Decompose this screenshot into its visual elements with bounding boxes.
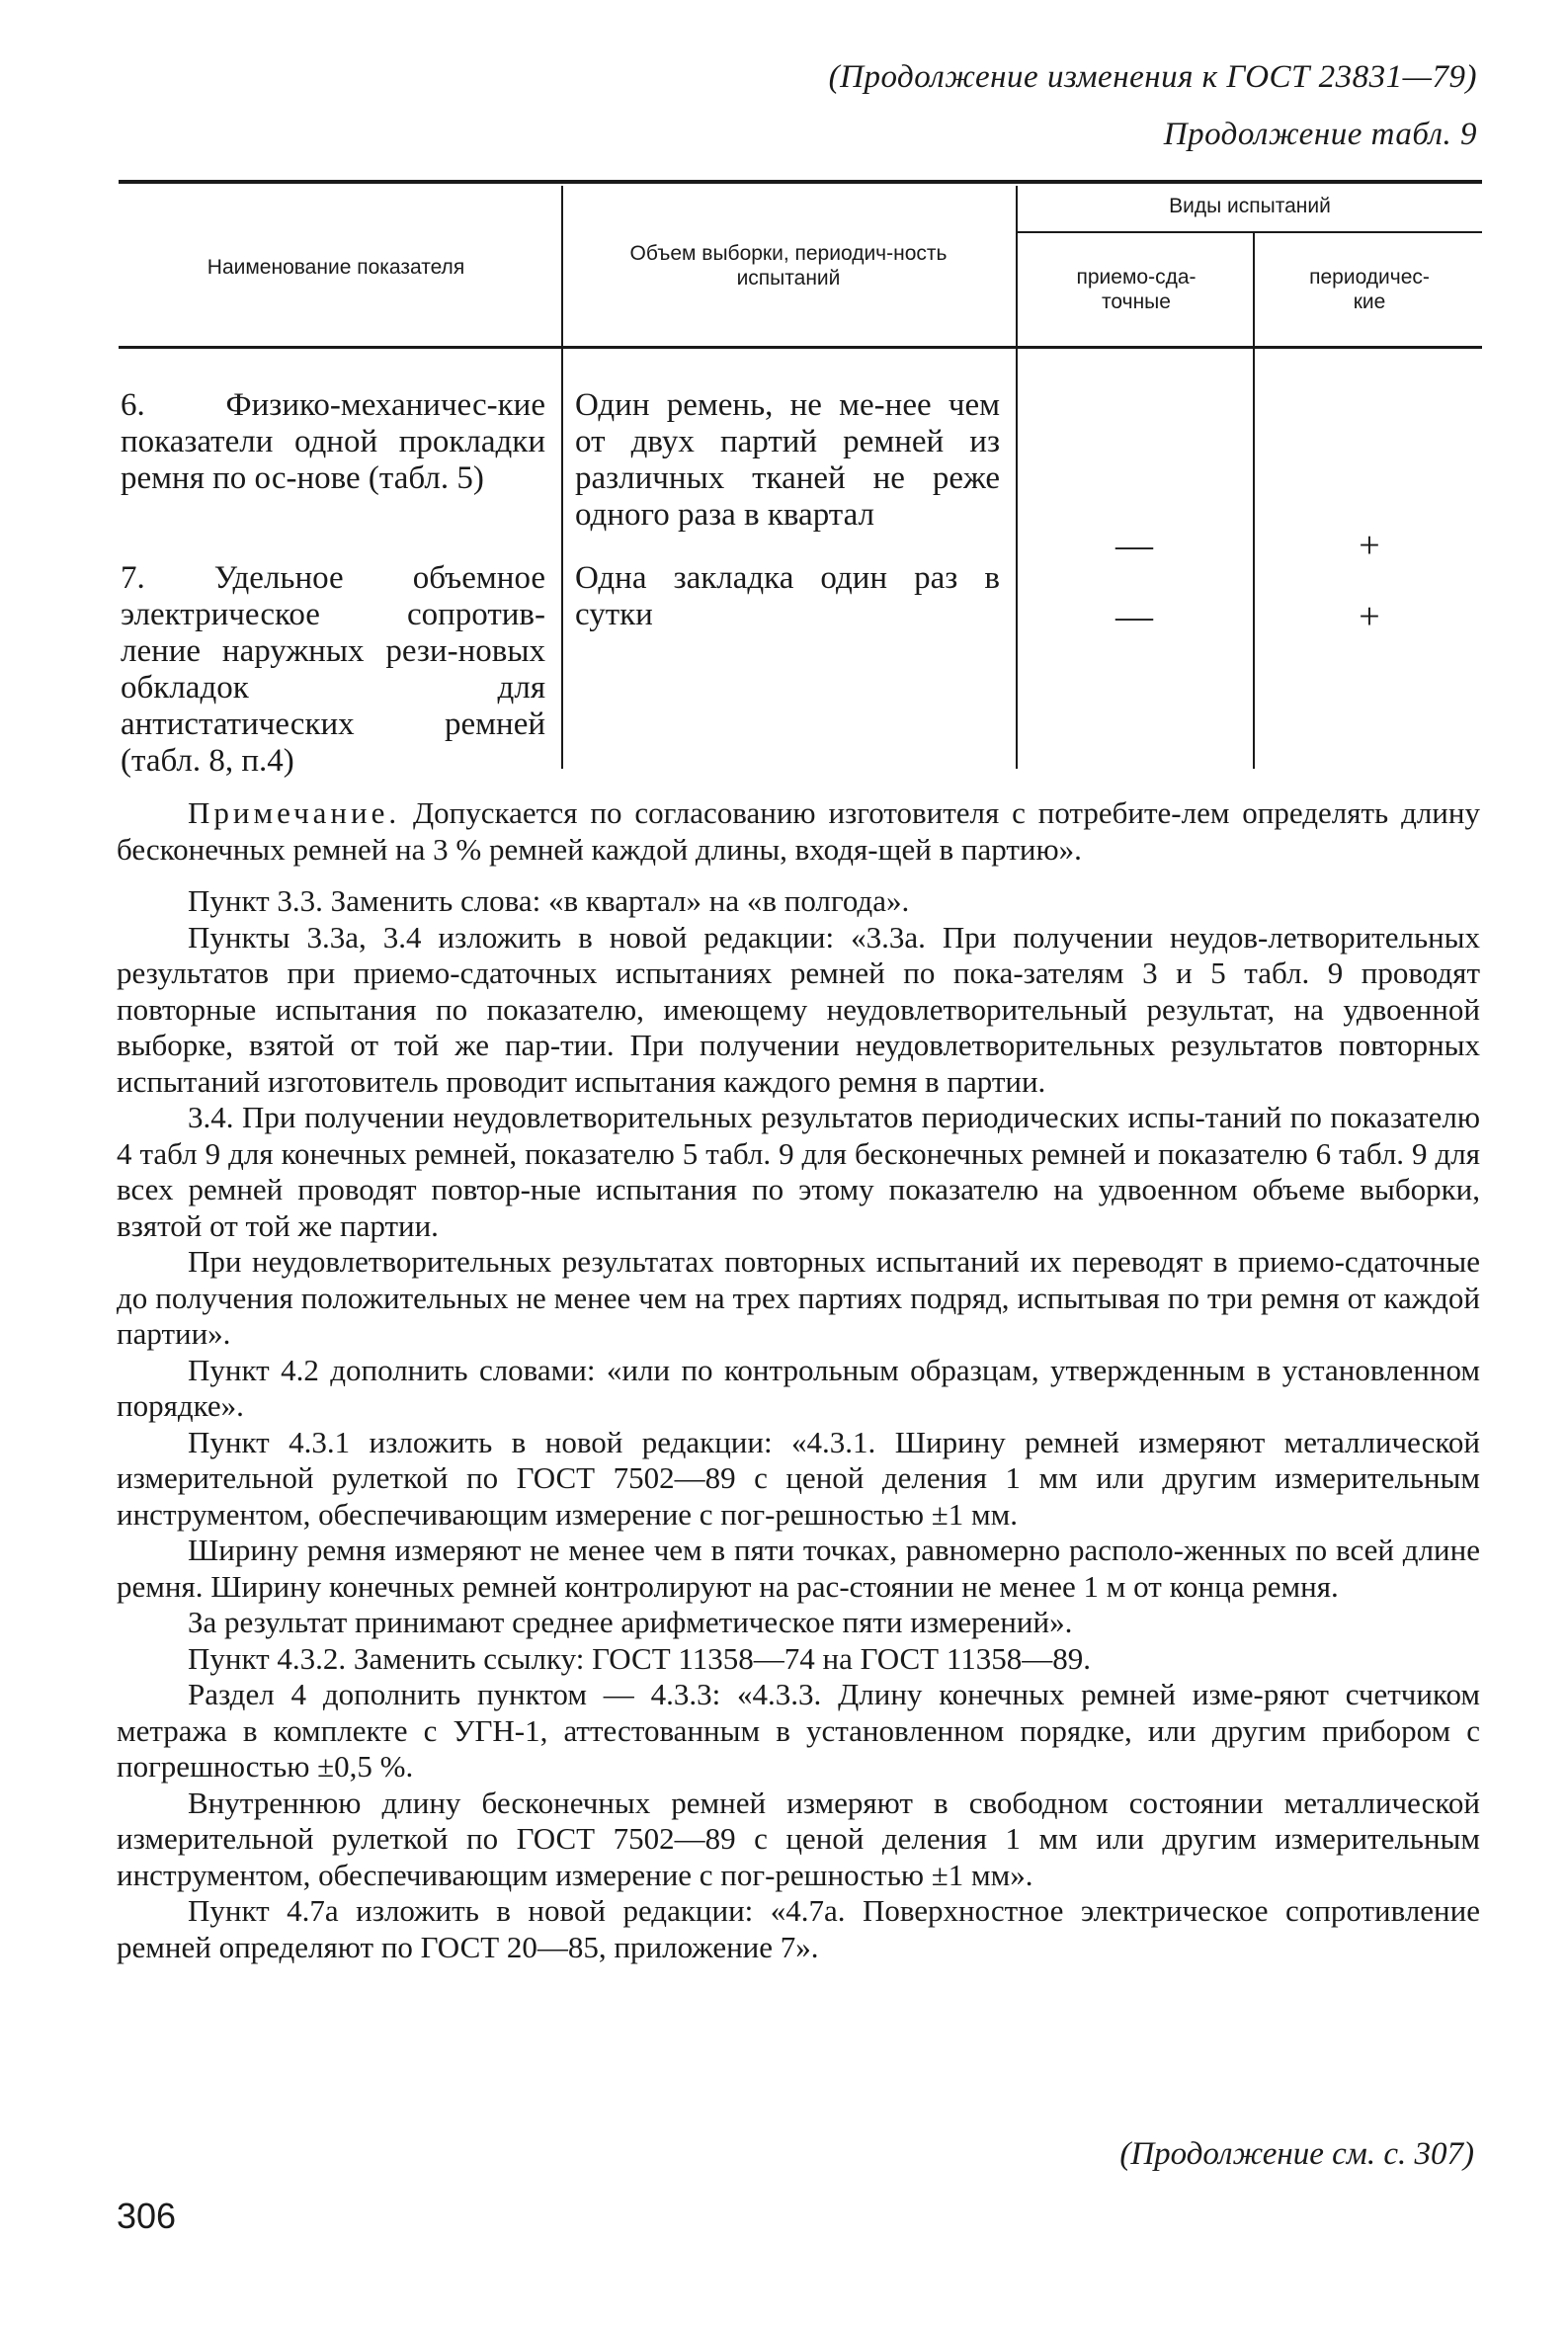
paragraph: Ширину ремня измеряют не менее чем в пяти точках, равномерно располо-женных по всей длине ремня. Ширину конечных ремней контролируют на рас-стоянии не менее 1 м от конца ремня.: [117, 1533, 1480, 1604]
column-divider: [561, 186, 563, 769]
paragraph: Пункты 3.3а, 3.4 изложить в новой редакции: «3.3а. При получении неудов-летворительных результатов при приемо-сдаточных испытаниях ремней по пока-зателям 3 и 5 табл. 9 проводят повторные испытания по показателю, имеющему неудовлетворительный результат, на удвоенной выборке, взятой от той же пар-тии. При получении неудовлетворительных результатов повторных испытаний изготовитель проводит испытания каждого ремня в партии.: [117, 919, 1480, 1099]
paragraph: Пункт 4.3.2. Заменить ссылку: ГОСТ 11358—74 на ГОСТ 11358—89.: [188, 1640, 1091, 1676]
table-top-rule: [119, 180, 1482, 184]
body-text: [117, 795, 1480, 1965]
paragraph: Пункт 4.7а изложить в новой редакции: «4.7а. Поверхностное электрическое сопротивление ремней определяют по ГОСТ 20—85, приложение 7».: [117, 1893, 1480, 1964]
paragraph: При неудовлетворительных результатах повторных испытаний их переводят в приемо-сдаточные до получения положительных не менее чем на трех партиях подряд, испытывая по три ремня от каждой партии».: [117, 1244, 1480, 1351]
header-acceptance: приемо-сда-точные: [1076, 266, 1197, 313]
column-divider: [1253, 233, 1255, 769]
row-6-acceptance: —: [1115, 525, 1153, 566]
row-7-sample: Одна закладка один раз в сутки: [575, 560, 1000, 632]
continuation-header: (Продолжение изменения к ГОСТ 23831—79): [828, 59, 1477, 95]
paragraph: Внутреннюю длину бесконечных ремней измеряют в свободном состоянии металлической измерительной рулеткой по ГОСТ 7502—89 с ценой деления 1 мм или другим измерительным инструментом, обеспечивающим измерение с пог-решностью ±1 мм».: [117, 1785, 1480, 1892]
paragraph: Пункт 4.2 дополнить словами: «или по контрольным образцам, утвержденным в установленном порядке».: [117, 1352, 1480, 1423]
header-indicator-name: Наименование показателя: [206, 256, 465, 279]
page-number: 306: [117, 2196, 177, 2236]
header-periodic: периодичес-кие: [1309, 266, 1430, 313]
table-note: [117, 795, 1480, 868]
paragraph: Пункт 4.3.1 изложить в новой редакции: «4.3.1. Ширину ремней измеряют металлической измерительной рулеткой по ГОСТ 7502—89 с ценой деления 1 мм или другим измерительным инструментом, обеспечивающим измерение с пог-решностью ±1 мм.: [117, 1424, 1480, 1532]
note-text: Допускается по согласованию изготовителя с потребите-лем определять длину бесконечных ремней на 3 % ремней каждой длины, входя-щей в партию».: [117, 795, 1480, 867]
row-7-indicator: 7. Удельное объемное электрическое сопротив-ление наружных рези-новых обкладок для антистатических ремней (табл. 8, п.4): [121, 560, 545, 779]
paragraph: 3.4. При получении неудовлетворительных результатов периодических испы-таний по показателю 4 табл 9 для конечных ремней, показателю 5 табл. 9 для бесконечных ремней и показателю 6 табл. 9 для всех ремней проводят повтор-ные испытания по этому показателю на удвоенном объеме выборки, взятой от той же партии.: [117, 1100, 1480, 1243]
column-divider: [1016, 186, 1018, 769]
row-7-acceptance: —: [1115, 596, 1153, 637]
paragraph: За результат принимают среднее арифметическое пяти измерений».: [188, 1605, 1073, 1639]
table-9: [119, 180, 1482, 779]
row-6-indicator: 6. Физико-механичес-кие показатели одной прокладки ремня по ос-нове (табл. 5): [121, 387, 545, 496]
row-6-periodic: +: [1359, 525, 1380, 566]
paragraph: Пункт 3.3. Заменить слова: «в квартал» на «в полгода».: [188, 883, 910, 918]
continuation-footer: (Продолжение см. с. 307): [1119, 2136, 1474, 2172]
header-sample-size: Объем выборки, периодич-ность испытаний: [629, 242, 948, 290]
header-bottom-rule: [119, 346, 1482, 349]
table-continuation-header: Продолжение табл. 9: [1163, 117, 1477, 152]
note-label: Примечание.: [188, 795, 401, 830]
subheader-rule: [1016, 231, 1482, 233]
header-test-types: Виды испытаний: [1169, 195, 1331, 217]
row-6-sample: Один ремень, не ме-нее чем от двух партий ремней из различных тканей не реже одного раза в квартал: [575, 387, 1000, 533]
row-7-periodic: +: [1359, 596, 1380, 637]
paragraph: Раздел 4 дополнить пунктом — 4.3.3: «4.3.3. Длину конечных ремней изме-ряют счетчиком метража в комплекте с УГН-1, аттестованным в установленном порядке, или другим прибором с погрешностью ±0,5 %.: [117, 1677, 1480, 1784]
